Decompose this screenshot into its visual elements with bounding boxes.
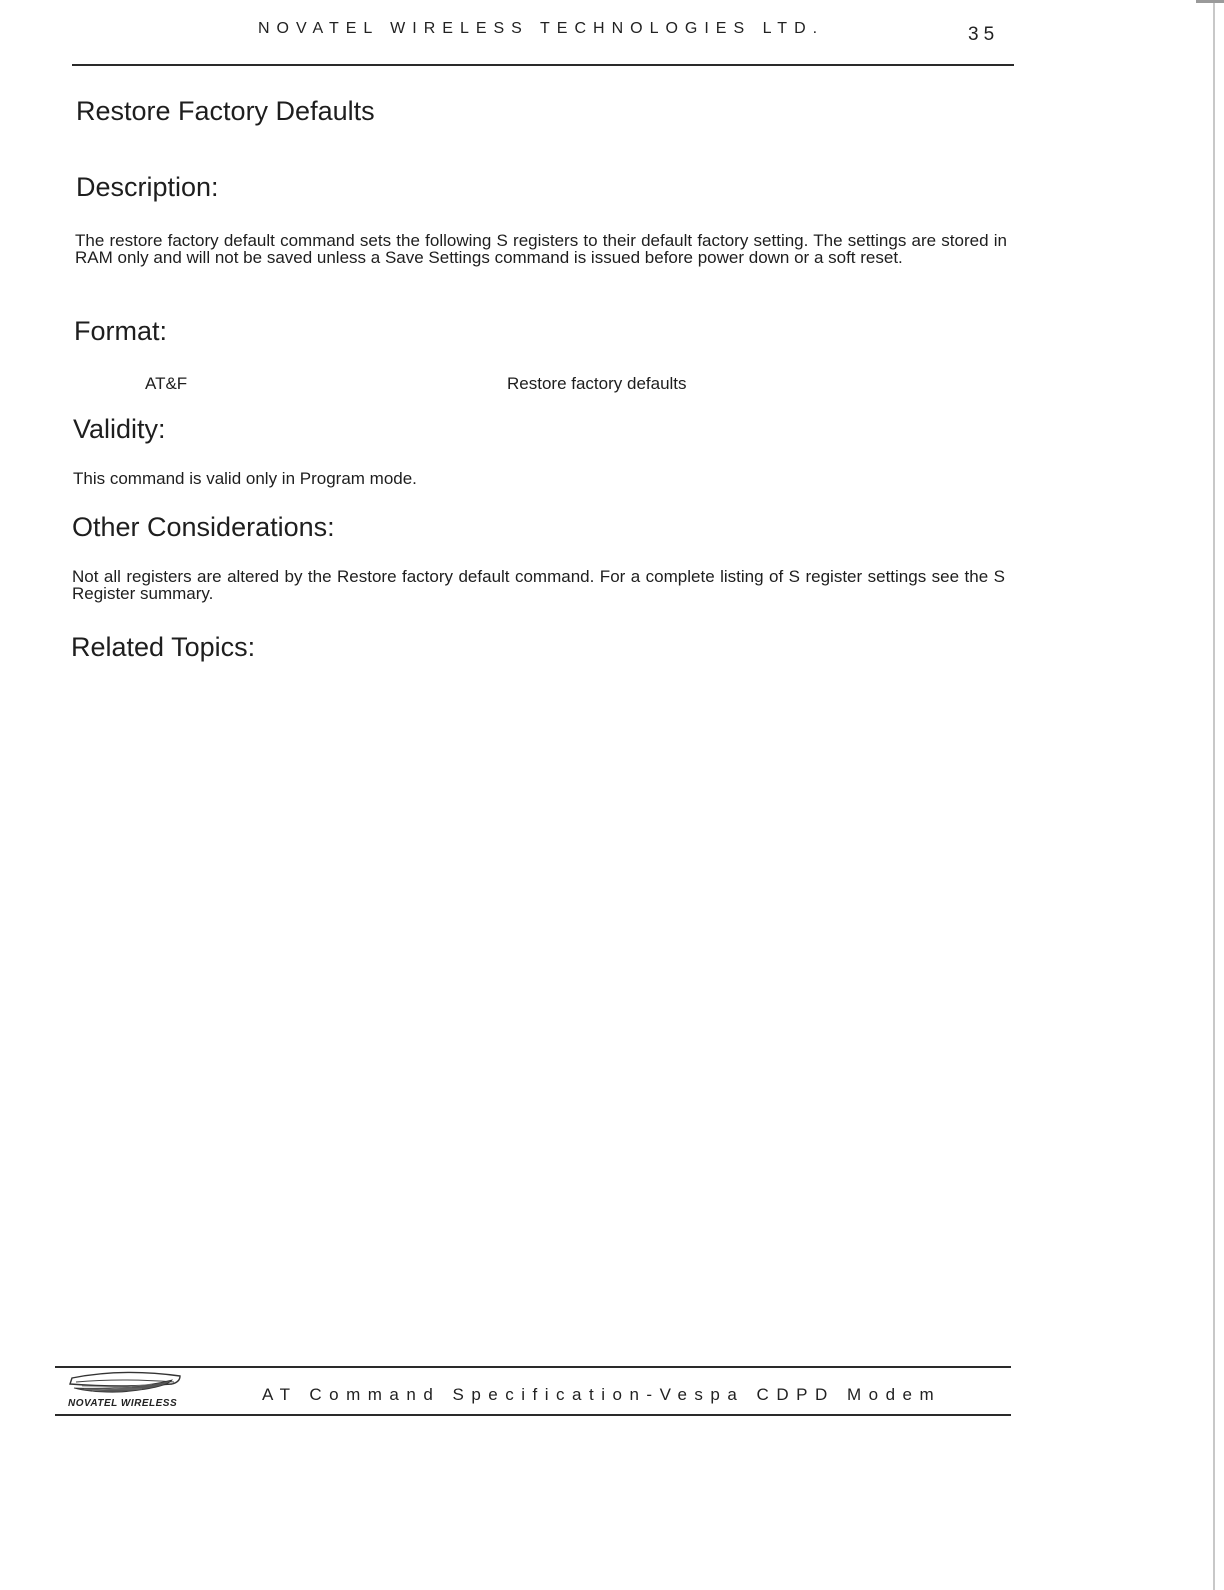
footer-title: AT Command Specification-Vespa CDPD Modem [262, 1385, 942, 1404]
description-heading: Description: [76, 172, 219, 202]
related-topics-heading: Related Topics: [71, 632, 256, 662]
description-text: The restore factory default command sets the following S registers to their default factory setting. The settings are stored in RAM only and will not be saved unless a Save Settings command is issued before power down or a soft reset. [75, 231, 1007, 267]
validity-heading: Validity: [73, 414, 166, 444]
header-company: NOVATEL WIRELESS TECHNOLOGIES LTD. [258, 20, 825, 37]
page-edge-mark [1196, 0, 1224, 3]
footer-logo-text: NOVATEL WIRELESS [68, 1398, 178, 1409]
page-edge [1213, 0, 1215, 1590]
format-command: AT&F [145, 374, 188, 393]
page-number: 35 [968, 24, 1000, 45]
footer-rule-bottom [55, 1414, 1011, 1416]
section-title: Restore Factory Defaults [76, 96, 375, 126]
format-heading: Format: [74, 316, 168, 346]
format-description: Restore factory defaults [507, 374, 687, 393]
footer-rule-top [55, 1366, 1011, 1368]
header-rule [72, 64, 1014, 66]
other-considerations-text: Not all registers are altered by the Restore factory default command. For a complete listing of S register settings see the S Register summary. [72, 567, 1005, 603]
other-considerations-heading: Other Considerations: [72, 512, 335, 542]
validity-text: This command is valid only in Program mode. [73, 469, 417, 488]
